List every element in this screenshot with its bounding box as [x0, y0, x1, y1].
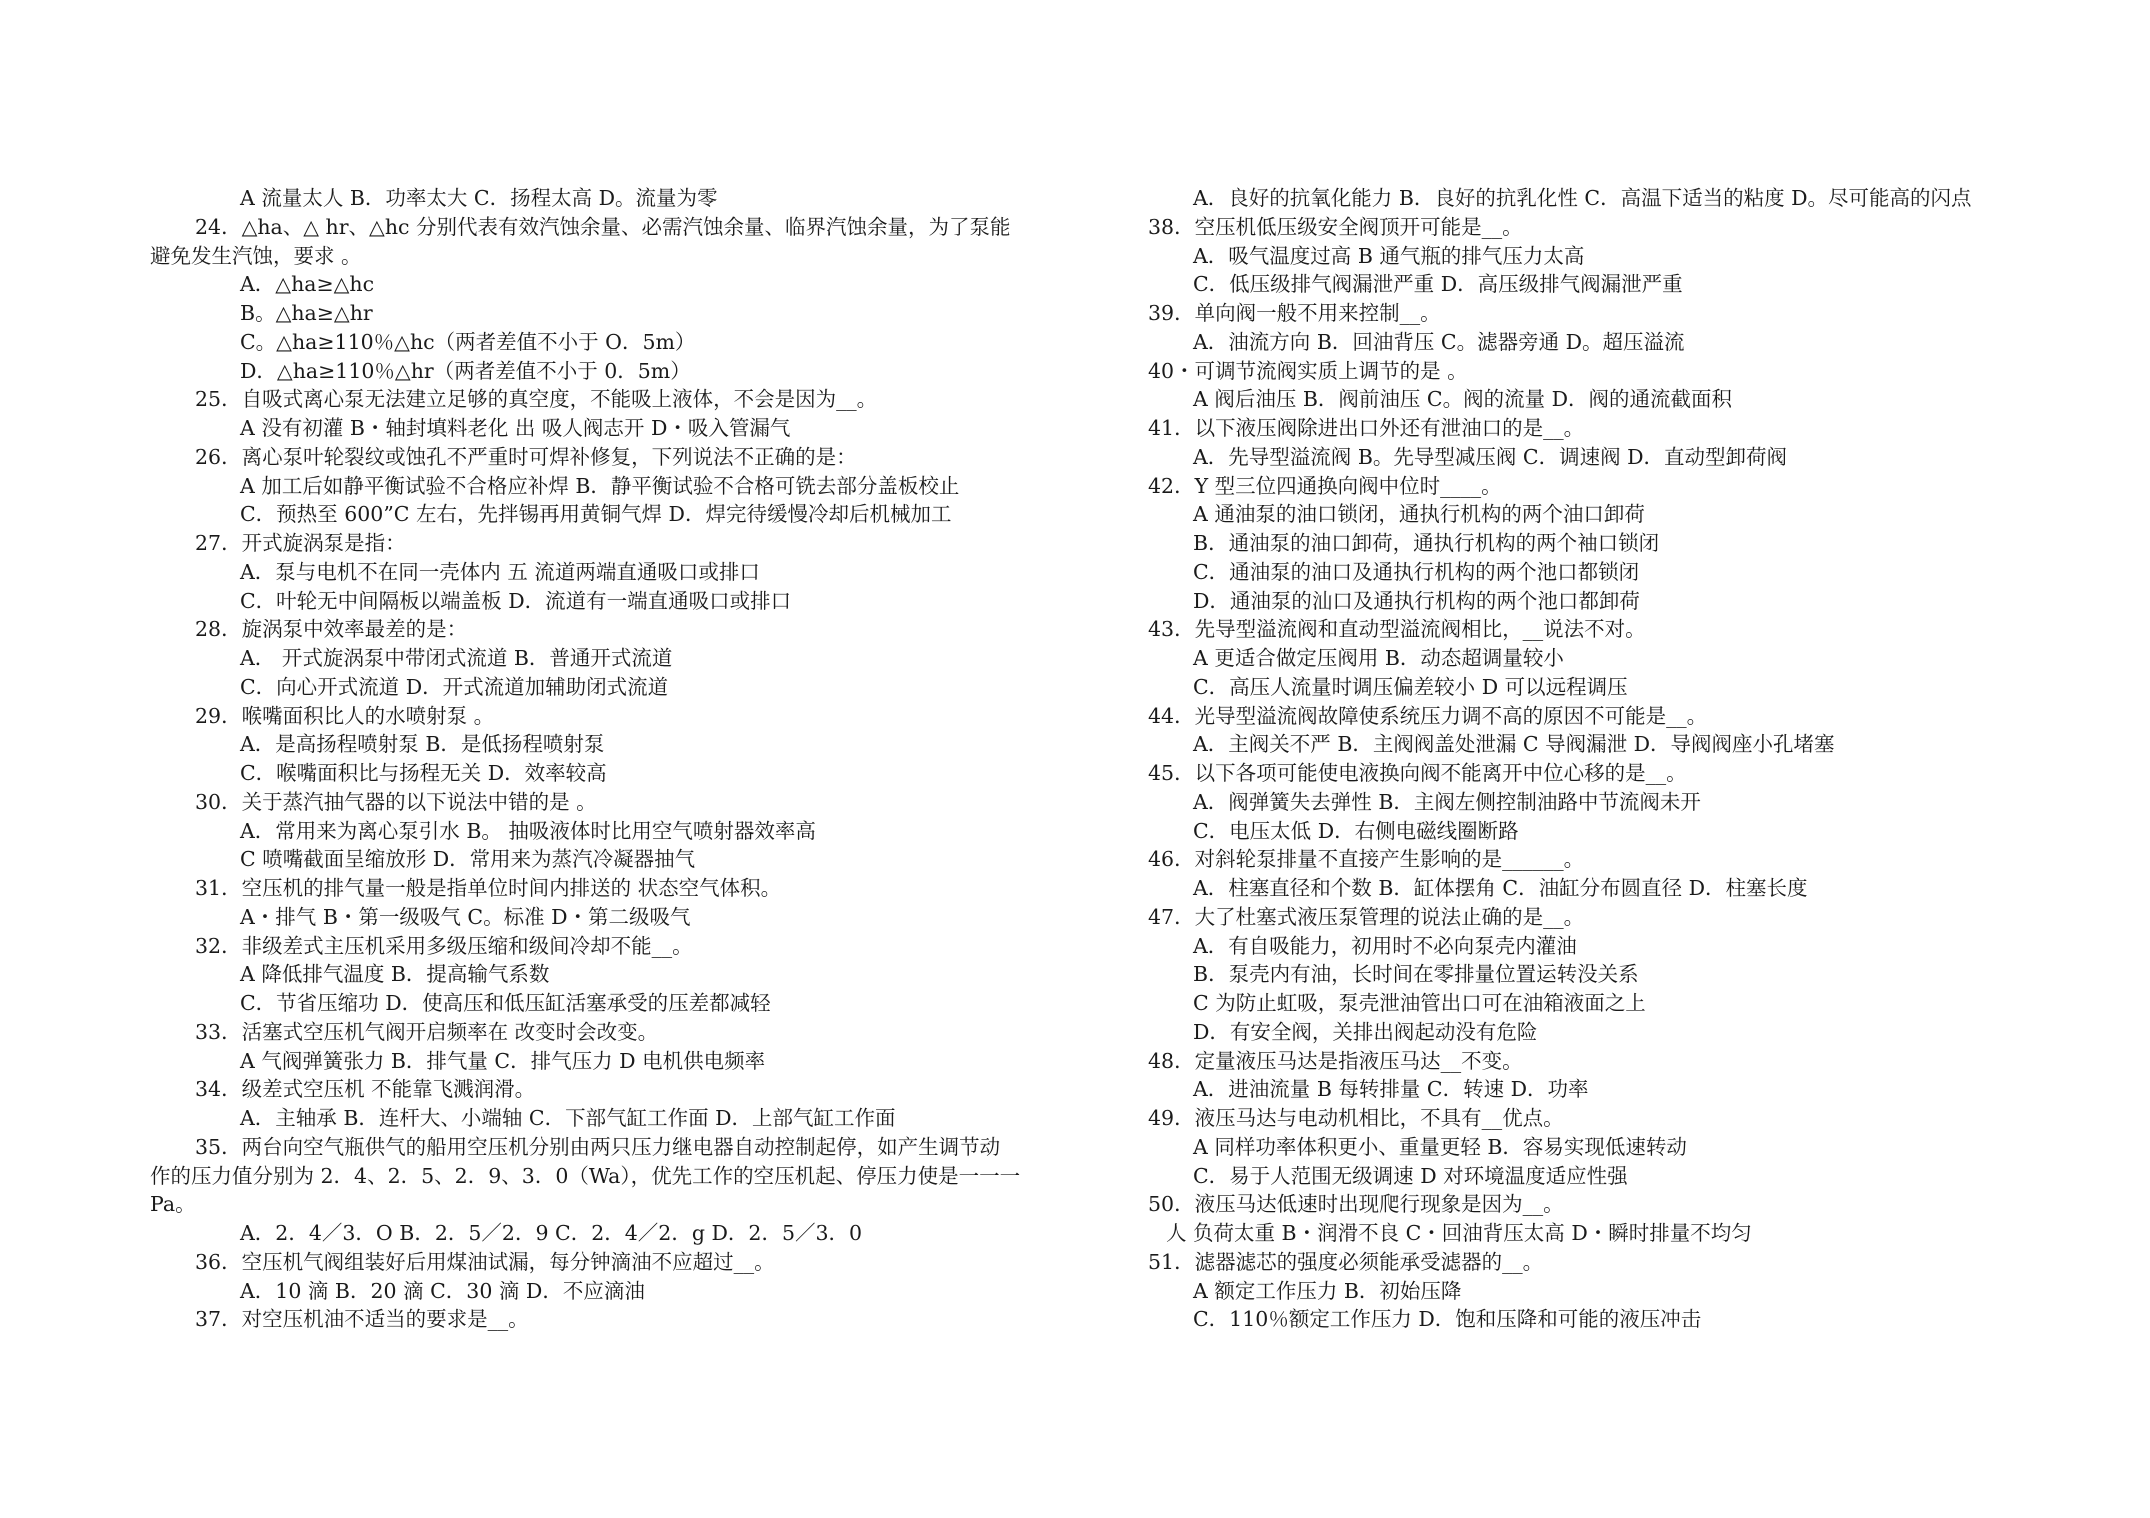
left-column-text-line: A．泵与电机不在同一壳体内 五 流道两端直通吸口或排口 [240, 559, 760, 584]
left-column-text-line: 31．空压机的排气量一般是指单位时间内排送的 状态空气体积。 [195, 876, 782, 900]
left-column-text-line: D．△ha≥110％△hr（两者差值不小于 0．5m） [240, 358, 691, 383]
right-column-text-line: A．主阀关不严 B．主阀阀盖处泄漏 C 导阀漏泄 D．导阀阀座小孔堵塞 [1193, 732, 1835, 757]
right-column-text-line: A．柱塞直径和个数 B．缸体摆角 C．油缸分布圆直径 D．柱塞长度 [1193, 876, 1808, 900]
left-column-text-line: C．叶轮无中间隔板以端盖板 D．流道有一端直通吸口或排口 [240, 588, 792, 613]
left-column-text-line: A． 开式旋涡泵中带闭式流道 B．普通开式流道 [240, 646, 673, 670]
right-column-text-line: B．通油泵的油口卸荷，通执行机构的两个袖口锁闭 [1193, 531, 1660, 555]
right-column-text-line: A 更适合做定压阀用 B．动态超调量较小 [1193, 646, 1564, 670]
left-column-text-line: A．是高扬程喷射泵 B．是低扬程喷射泵 [240, 732, 605, 757]
right-column [1148, 184, 2028, 1334]
right-column-text-line: A．油流方向 B．回油背压 C。滤器旁通 D。超压溢流 [1193, 329, 1685, 354]
right-column-text-line: C 为防止虹吸，泵壳泄油管出口可在油箱液面之上 [1193, 991, 1646, 1015]
right-column-text-line: D．有安全阀，关排出阀起动没有危险 [1193, 1019, 1538, 1044]
right-column-text-line: A 阀后油压 B．阀前油压 C。阀的流量 D．阀的通流截面积 [1193, 387, 1733, 412]
left-column-text-line: 作的压力值分别为 2．4、2．5、2．9、3．0（Wa），优先工作的空压机起、停压力使是一一一 [150, 1163, 1021, 1188]
left-column [150, 184, 1070, 1334]
left-column-text-line: 避免发生汽蚀，要求 。 [150, 243, 362, 268]
left-column-text-line: A．主轴承 B．连杆大、小端轴 C．下部气缸工作面 D．上部气缸工作面 [240, 1106, 896, 1130]
right-column-text-line: 38．空压机低压级安全阀顶开可能是__。 [1148, 214, 1523, 239]
right-column-text-line: A 通油泵的油口锁闭，通执行机构的两个油口卸荷 [1193, 502, 1645, 527]
left-column-text-line: C．喉嘴面积比与扬程无关 D．效率较高 [240, 761, 607, 785]
right-column-text-line: C．通油泵的油口及通执行机构的两个池口都锁闭 [1193, 559, 1640, 584]
left-column-text-line: 28．旋涡泵中效率最差的是： [195, 617, 468, 642]
right-column-text-line: C．低压级排气阀漏泄严重 D．高压级排气阀漏泄严重 [1193, 272, 1683, 297]
right-column-text-line: 43．先导型溢流阀和直动型溢流阀相比，__说法不对。 [1148, 617, 1646, 642]
left-column-text-line: C 喷嘴截面呈缩放形 D．常用来为蒸汽冷凝器抽气 [240, 847, 696, 872]
left-column-text-line: 34．级差式空压机 不能靠飞溅润滑。 [195, 1077, 536, 1102]
left-column-text-line: C．预热至 600”C 左右，先拌锡再用黄铜气焊 D．焊完待缓慢冷却后机械加工 [240, 502, 952, 527]
left-column-text-line: 36．空压机气阀组装好后用煤油试漏，每分钟滴油不应超过__。 [195, 1249, 775, 1274]
right-column-text-line: B．泵壳内有油，长时间在零排量位置运转没关系 [1193, 962, 1639, 987]
right-column-text-line: C．高压人流量时调压偏差较小 D 可以远程调压 [1193, 674, 1628, 699]
left-column-text-line: 25．自吸式离心泵无法建立足够的真空度，不能吸上液体，不会是因为__。 [195, 387, 878, 412]
left-column-text-line: Pa。 [150, 1192, 196, 1217]
right-column-text-line: C．110％额定工作压力 D．饱和压降和可能的液压冲击 [1193, 1307, 1702, 1332]
right-column-text-line: 40・可调节流阀实质上调节的是 。 [1148, 358, 1468, 383]
left-column-text-line: 30．关于蒸汽抽气器的以下说法中错的是 。 [195, 789, 597, 814]
left-column-text-line: A 降低排气温度 B．提高输气系数 [240, 962, 550, 987]
right-column-text-line: C．易于人范围无级调速 D 对环境温度适应性强 [1193, 1163, 1628, 1188]
right-column-text-line: A 额定工作压力 B．初始压降 [1193, 1278, 1462, 1303]
right-column-text-line: 45．以下各项可能使电液换向阀不能离开中位心移的是__。 [1148, 761, 1687, 785]
right-column-text-line: 39．单向阀一般不用来控制__。 [1148, 301, 1441, 325]
right-column-text-line: A．吸气温度过高 B 通气瓶的排气压力太高 [1193, 243, 1585, 268]
right-column-text-line: 51．滤器滤芯的强度必须能承受滤器的__。 [1148, 1249, 1544, 1274]
right-column-text-line: A．进油流量 B 每转排量 C．转速 D．功率 [1193, 1077, 1589, 1102]
left-column-text-line: A．常用来为离心泵引水 B。 抽吸液体时比用空气喷射器效率高 [240, 818, 816, 843]
right-column-text-line: 46．对斜轮泵排量不直接产生影响的是______。 [1148, 847, 1585, 872]
left-column-text-line: 29．喉嘴面积比人的水喷射泵 。 [195, 703, 495, 728]
right-column-text-line: A 同样功率体积更小、重量更轻 B．容易实现低速转动 [1193, 1134, 1687, 1159]
right-column-text-line: A．有自吸能力，初用时不必向泵壳内灌油 [1193, 933, 1577, 958]
left-column-text-line: 24．△ha、△ hr、△hc 分别代表有效汽蚀余量、必需汽蚀余量、临界汽蚀余量，为了泵能 [195, 214, 1011, 239]
left-column-text-line: A 流量太人 B．功率太大 C．扬程太高 D。流量为零 [240, 186, 718, 210]
right-column-text-line: C．电压太低 D．右侧电磁线圈断路 [1193, 818, 1519, 843]
right-column-text-line: 49．液压马达与电动机相比，不具有__优点。 [1148, 1106, 1564, 1130]
right-column-text-line: 48．定量液压马达是指液压马达__不变。 [1148, 1048, 1523, 1073]
right-column-text-line: D．通油泵的汕口及通执行机构的两个池口都卸荷 [1193, 588, 1640, 613]
left-column-text-line: A．10 滴 B．20 滴 C．30 滴 D．不应滴油 [240, 1278, 645, 1303]
left-column-text-line: B。△ha≥△hr [240, 301, 373, 325]
left-column-text-line: A・排气 B・第一级吸气 C。标准 D・第二级吸气 [240, 904, 691, 929]
right-column-text-line: 44．光导型溢流阀故障使系统压力调不高的原因不可能是__。 [1148, 703, 1708, 728]
right-column-text-line: A．良好的抗氧化能力 B．良好的抗乳化性 C．高温下适当的粘度 D。尽可能高的闪点 [1193, 186, 1972, 210]
left-column-text-line: 37．对空压机油不适当的要求是__。 [195, 1307, 529, 1332]
right-column-text-line: A．阀弹簧失去弹性 B．主阀左侧控制油路中节流阀未开 [1193, 789, 1701, 814]
left-column-text-line: A 加工后如静平衡试验不合格应补焊 B．静平衡试验不合格可铣去部分盖板校止 [240, 473, 960, 498]
left-column-text-line: C。△ha≥110％△hc（两者差值不小于 O．5m） [240, 329, 696, 354]
right-column-text-line: A．先导型溢流阀 B。先导型减压阀 C．调速阀 D．直动型卸荷阀 [1193, 444, 1788, 469]
left-column-text-line: A．2．4／3．O B．2．5／2．9 C．2．4／2．g D．2．5／3．0 [240, 1221, 863, 1245]
left-column-text-line: A．△ha≥△hc [240, 272, 375, 297]
left-column-text-line: A 没有初灌 B・轴封填料老化 出 吸人阀志开 D・吸入管漏气 [240, 416, 791, 440]
left-column-text-line: 35．两台向空气瓶供气的船用空压机分别由两只压力继电器自动控制起停，如产生调节动 [195, 1134, 1001, 1159]
right-column-text-line: 42．Y 型三位四通换向阀中位时____。 [1148, 473, 1502, 498]
left-column-text-line: 33．活塞式空压机气阀开启频率在 改变时会改变。 [195, 1019, 659, 1044]
right-column-text-line: 50．液压马达低速时出现爬行现象是因为__。 [1148, 1192, 1564, 1217]
right-column-text-line: 人 负荷太重 B・润滑不良 C・回油背压太高 D・瞬时排量不均匀 [1166, 1221, 1752, 1245]
right-column-text-line: 47．大了杜塞式液压泵管理的说法止确的是__。 [1148, 904, 1585, 929]
left-column-text-line: 32．非级差式主压机采用多级压缩和级间冷却不能__。 [195, 933, 693, 958]
left-column-text-line: 26．离心泵叶轮裂纹或蚀孔不严重时可焊补修复，下列说法不正确的是： [195, 444, 857, 469]
left-column-text-line: C．向心开式流道 D．开式流道加辅助闭式流道 [240, 674, 669, 699]
left-column-text-line: A 气阀弹簧张力 B．排气量 C．排气压力 D 电机供电频率 [240, 1048, 766, 1073]
left-column-text-line: 27．开式旋涡泵是指： [195, 531, 406, 555]
left-column-text-line: C．节省压缩功 D．使高压和低压缸活塞承受的压差都减轻 [240, 991, 771, 1015]
right-column-text-line: 41．以下液压阀除进出口外还有泄油口的是__。 [1148, 416, 1585, 440]
